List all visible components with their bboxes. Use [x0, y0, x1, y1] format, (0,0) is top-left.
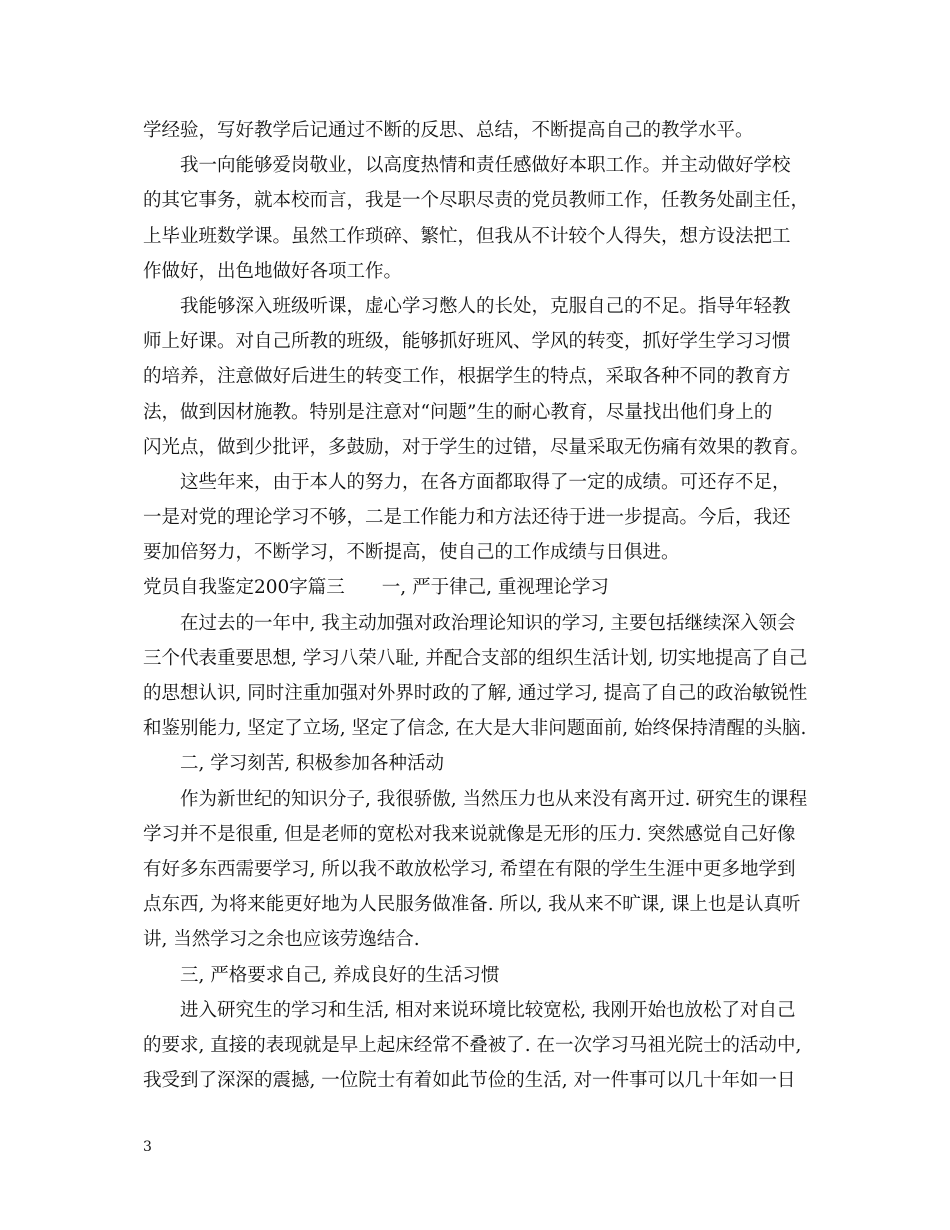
- text-line: 法，做到因材施教。特别是注意对“问题”生的耐心教育，尽量找出他们身上的: [143, 401, 773, 423]
- text-line: 的其它事务，就本校而言，我是一个尽职尽责的党员教师工作，任教务处副主任，: [143, 190, 810, 212]
- text-line: 闪光点，做到少批评，多鼓励，对于学生的过错，尽量采取无伤痛有效果的教育。: [143, 436, 810, 458]
- text-line: 点东西, 为将来能更好地为人民服务做准备. 所以, 我从来不旷课, 课上也是认真听: [143, 894, 801, 916]
- text-line: 的培养，注意做好后进生的转变工作，根据学生的特点，采取各种不同的教育方: [143, 366, 791, 388]
- text-line: 这些年来，由于本人的努力，在各方面都取得了一定的成绩。可还存不足，: [180, 471, 791, 493]
- text-line: 一是对党的理论学习不够，二是工作能力和方法还待于进一步提高。今后，我还: [143, 507, 791, 529]
- text-line: 二, 学习刻苦, 积极参加各种活动: [180, 753, 445, 775]
- text-line: 党员自我鉴定200字篇三 一, 严于律己, 重视理论学习: [143, 577, 609, 599]
- text-line: 学经验，写好教学后记通过不断的反思、总结，不断提高自己的教学水平。: [143, 120, 754, 141]
- document-body: [143, 113, 823, 1098]
- text-line: 的要求, 直接的表现就是早上起床经常不叠被了. 在一次学习马祖光院士的活动中,: [143, 1034, 802, 1056]
- text-line: 和鉴别能力, 坚定了立场, 坚定了信念, 在大是大非问题面前, 始终保持清醒的头脑.: [143, 718, 807, 740]
- text-line: 有好多东西需要学习, 所以我不敢放松学习, 希望在有限的学生生涯中更多地学到: [143, 858, 796, 880]
- text-line: 的思想认识, 同时注重加强对外界时政的了解, 通过学习, 提高了自己的政治敏锐性: [143, 683, 808, 704]
- text-line: 要加倍努力，不断学习，不断提高，使自己的工作成绩与日俱进。: [143, 542, 680, 564]
- text-line: 作为新世纪的知识分子, 我很骄傲, 当然压力也从来没有离开过. 研究生的课程: [180, 788, 808, 810]
- page-number: 3: [143, 1139, 152, 1155]
- text-line: 师上好课。对自己所教的班级，能够抓好班风、学风的转变，抓好学生学习习惯: [143, 331, 791, 353]
- text-line: 三个代表重要思想, 学习八荣八耻, 并配合支部的组织生活计划, 切实地提高了自己: [143, 647, 808, 669]
- text-line: 我受到了深深的震撼, 一位院士有着如此节俭的生活, 对一件事可以几十年如一日: [143, 1070, 796, 1092]
- text-line: 在过去的一年中, 我主动加强对政治理论知识的学习, 主要包括继续深入领会: [180, 612, 796, 634]
- text-line: 上毕业班数学课。虽然工作琐碎、繁忙，但我从不计较个人得失，想方设法把工: [143, 225, 791, 247]
- text-line: 我能够深入班级听课，虚心学习憋人的长处，克服自己的不足。指导年轻教: [180, 295, 791, 317]
- text-line: 我一向能够爱岗敬业，以高度热情和责任感做好本职工作。并主动做好学校: [180, 155, 791, 177]
- text-line: 学习并不是很重, 但是老师的宽松对我来说就像是无形的压力. 突然感觉自己好像: [143, 823, 796, 845]
- text-line: 作做好，出色地做好各项工作。: [143, 260, 403, 282]
- text-line: 三, 严格要求自己, 养成良好的生活习惯: [180, 964, 500, 986]
- text-line: 进入研究生的学习和生活, 相对来说环境比较宽松, 我刚开始也放松了对自己: [180, 999, 796, 1021]
- text-line: 讲, 当然学习之余也应该劳逸结合.: [143, 929, 420, 951]
